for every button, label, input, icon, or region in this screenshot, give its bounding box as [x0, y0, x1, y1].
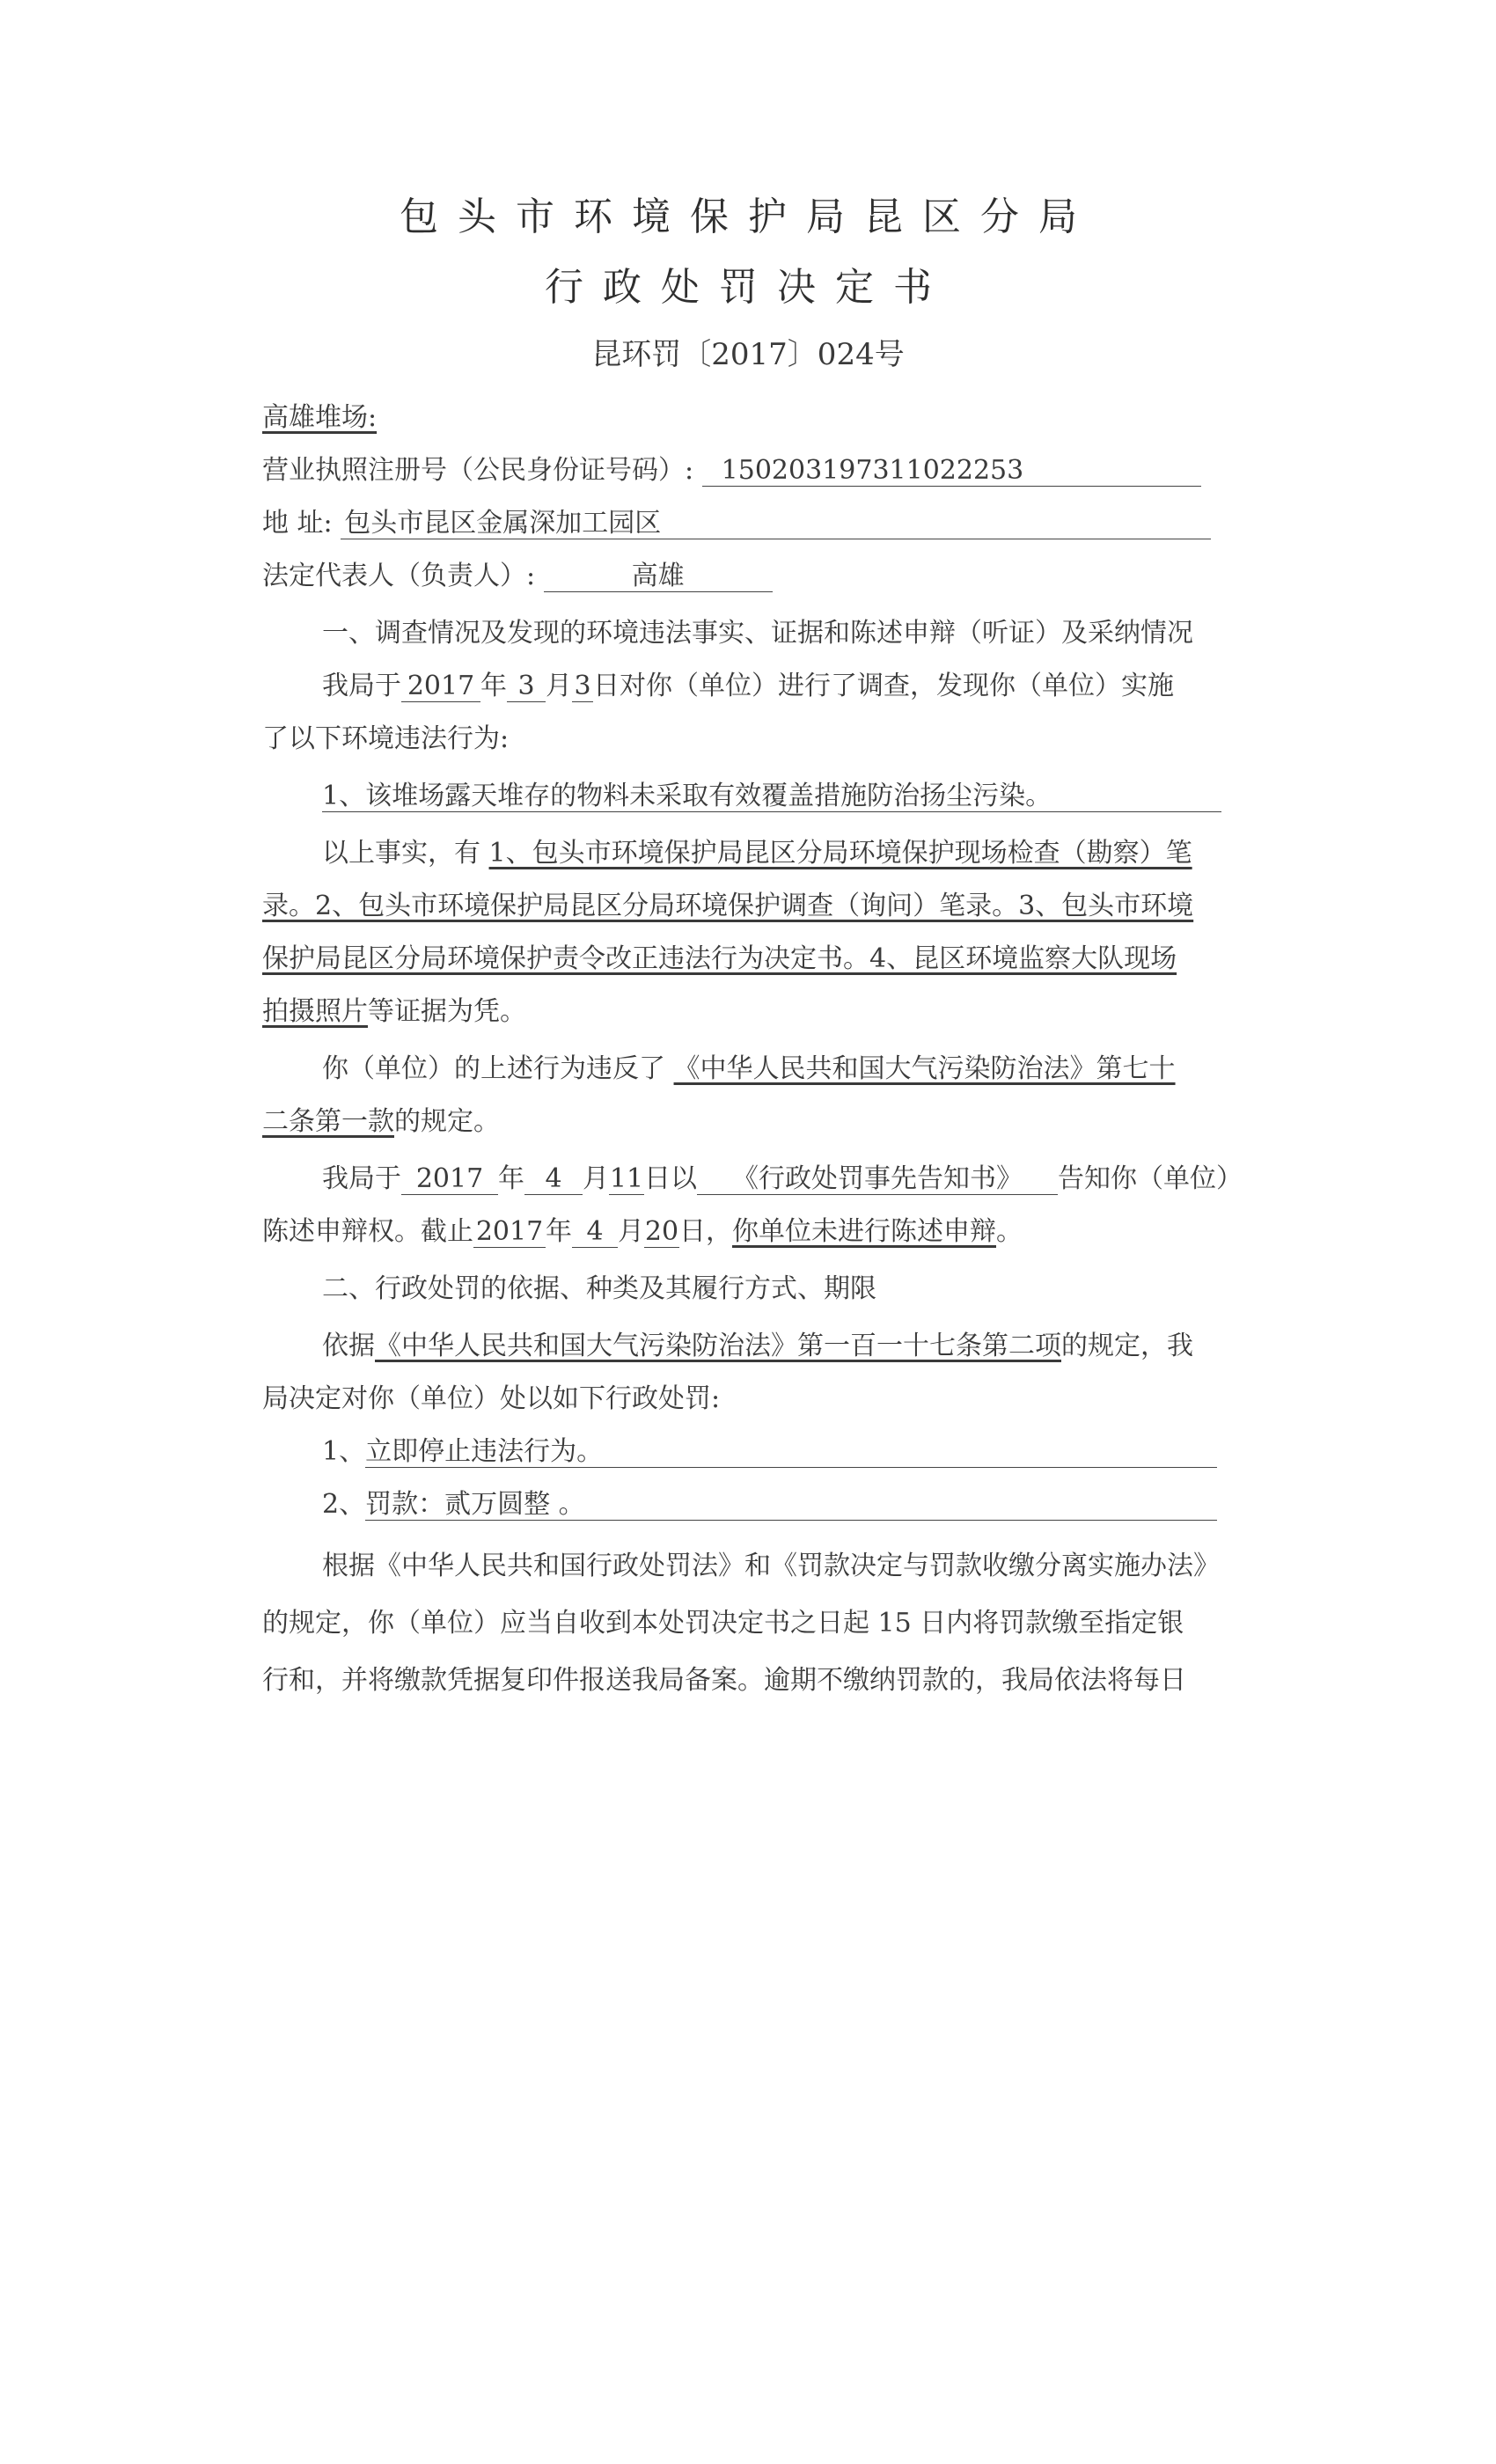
closing-paragraph-line1: 根据《中华人民共和国行政处罚法》和《罚款决定与罚款收缴分离实施办法》	[322, 1551, 1220, 1581]
document-subtitle: 行政处罚决定书	[545, 265, 951, 310]
text-fragment: 月	[583, 1163, 609, 1194]
representative-value: 高雄	[544, 561, 773, 592]
text-fragment: 月	[618, 1216, 644, 1247]
party-name	[262, 400, 1221, 436]
law-violation-line2	[262, 1104, 1221, 1140]
penalty-item-2	[322, 1487, 1221, 1522]
evidence-text-1: 1、包头市环境保护局昆区分局环境保护现场检查（勘察）笔	[488, 838, 1192, 869]
evidence-text-3: 保护局昆区分局环境保护责令改正违法行为决定书。4、昆区环境监察大队现场	[262, 943, 1177, 974]
text-fragment: 的规定，我	[1061, 1331, 1193, 1361]
investigation-year: 2017	[401, 671, 480, 702]
text-fragment: 年	[498, 1163, 524, 1194]
violation-text: 1、该堆场露天堆存的物料未采取有效覆盖措施防治扬尘污染。	[322, 781, 1221, 812]
violation-item	[322, 779, 1221, 814]
investigation-day: 3	[572, 671, 593, 702]
party-name-text: 高雄堆场:	[262, 402, 378, 433]
text-fragment: 告知你（单位）	[1058, 1163, 1243, 1194]
notice-day: 11	[609, 1163, 644, 1194]
address-row	[262, 506, 1221, 541]
text-fragment: 日以	[644, 1163, 697, 1194]
evidence-text-2: 录。2、包头市环境保护局昆区分局环境保护调查（询问）笔录。3、包头市环境	[262, 891, 1194, 921]
closing-paragraph-line3: 行和，并将缴款凭据复印件报送我局备案。逾期不缴纳罚款的，我局依法将每日	[262, 1665, 1186, 1696]
penalty-basis-law: 《中华人民共和国大气污染防治法》第一百一十七条第二项	[375, 1331, 1061, 1361]
statement-result: 你单位未进行陈述申辩	[732, 1216, 996, 1247]
notice-document: 《行政处罚事先告知书》	[697, 1164, 1058, 1195]
deadline-year: 2017	[473, 1217, 546, 1248]
text-fragment: 月	[546, 671, 572, 701]
text-fragment: 。	[996, 1216, 1023, 1247]
document-title: 包头市环境保护局昆区分局	[400, 194, 1096, 239]
penalty-item-1	[322, 1434, 1221, 1470]
address-label: 地 址:	[262, 508, 333, 539]
evidence-line1	[322, 836, 1221, 871]
evidence-line3	[262, 942, 1221, 977]
penalty-1-text: 立即停止违法行为。	[365, 1437, 1217, 1468]
representative-row	[262, 559, 1221, 594]
address-value: 包头市昆区金属深加工园区	[341, 509, 1211, 539]
investigation-month: 3	[507, 671, 546, 702]
registration-label: 营业执照注册号（公民身份证号码）:	[262, 455, 694, 486]
section-1-heading: 一、调查情况及发现的环境违法事实、证据和陈述申辩（听证）及采纳情况	[322, 618, 1193, 649]
representative-label: 法定代表人（负责人）:	[262, 561, 536, 591]
penalty-basis-line1	[322, 1329, 1221, 1364]
text-fragment: 我局于	[322, 671, 401, 701]
prior-notice-line2	[262, 1214, 1221, 1250]
text-fragment: 日，	[679, 1216, 732, 1247]
evidence-text-4: 拍摄照片	[262, 996, 368, 1027]
text-fragment: 日对你（单位）进行了调查，发现你（单位）实施	[593, 671, 1174, 701]
text-fragment: 1、	[322, 1436, 366, 1467]
deadline-month: 4	[572, 1217, 618, 1248]
violated-clause-text: 二条第一款	[262, 1106, 394, 1137]
notice-year: 2017	[401, 1164, 498, 1195]
evidence-line2	[262, 889, 1221, 924]
violated-law-text: 《中华人民共和国大气污染防治法》第七十	[673, 1053, 1176, 1084]
text-fragment: 的规定。	[394, 1106, 500, 1137]
text-fragment: 你（单位）的上述行为违反了	[322, 1053, 665, 1084]
text-fragment: 依据	[322, 1331, 375, 1361]
registration-value: 150203197311022253	[702, 456, 1201, 487]
investigation-paragraph-line2: 了以下环境违法行为:	[262, 723, 510, 754]
text-fragment: 以上事实，有	[322, 838, 480, 869]
section-2-heading: 二、行政处罚的依据、种类及其履行方式、期限	[322, 1273, 876, 1304]
text-fragment: 2、	[322, 1489, 366, 1520]
law-violation-line1	[322, 1052, 1221, 1087]
text-fragment: 年	[546, 1216, 572, 1247]
investigation-paragraph-line1	[322, 669, 1221, 704]
closing-paragraph-line2: 的规定，你（单位）应当自收到本处罚决定书之日起 15 日内将罚款缴至指定银	[262, 1608, 1184, 1639]
penalty-2-text: 罚款：贰万圆整 。	[365, 1490, 1217, 1521]
text-fragment: 我局于	[322, 1163, 401, 1194]
document-number: 昆环罚〔2017〕024号	[591, 337, 905, 372]
prior-notice-line1	[322, 1162, 1243, 1197]
penalty-basis-line2: 局决定对你（单位）处以如下行政处罚:	[262, 1383, 721, 1414]
registration-number-row	[262, 453, 1221, 488]
evidence-line4	[262, 994, 1221, 1030]
notice-month: 4	[524, 1164, 583, 1195]
deadline-day: 20	[644, 1216, 679, 1247]
text-fragment: 等证据为凭。	[368, 996, 526, 1027]
text-fragment: 年	[480, 671, 507, 701]
text-fragment: 陈述申辩权。截止	[262, 1216, 473, 1247]
